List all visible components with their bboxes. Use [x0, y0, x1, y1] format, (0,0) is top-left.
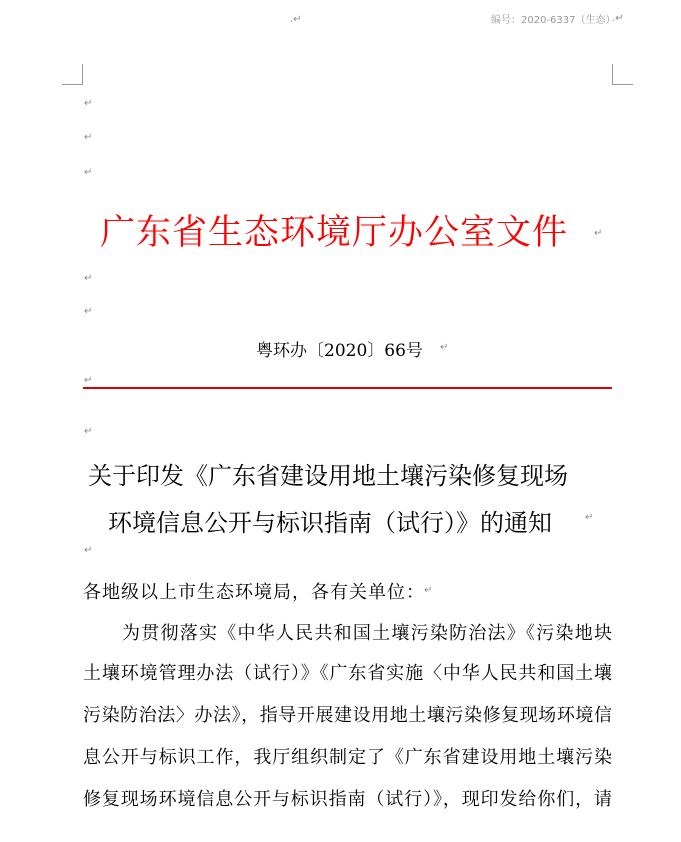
- margin-corner-right: [612, 64, 633, 85]
- header-right-mark: .↵: [612, 13, 624, 24]
- document-title: 广东省生态环境厅办公室文件: [100, 213, 569, 253]
- salutation: 各地级以上市生态环境局，各有关单位：: [83, 582, 425, 603]
- paragraph-mark-icon: ↵: [84, 306, 93, 317]
- paragraph-mark-icon: ↵: [84, 132, 93, 143]
- paragraph-mark-icon: ↵: [84, 273, 93, 284]
- document-number: 粤环办〔2020〕66号: [256, 341, 423, 361]
- paragraph-mark-icon: ↵: [84, 545, 93, 556]
- subject-line-2: 环境信息公开与标识指南（试行）》的通知: [108, 509, 552, 537]
- margin-corner-left: [62, 64, 83, 85]
- paragraph-mark-icon: ↵: [440, 342, 449, 353]
- paragraph-mark-icon: ↵: [84, 375, 93, 386]
- paragraph-mark-icon: ↵: [84, 98, 93, 109]
- body-line: 息公开与标识工作，我厅组织制定了《广东省建设用地土壤污染: [83, 747, 612, 768]
- body-line: 修复现场环境信息公开与标识指南（试行）》，现印发给你们，请: [83, 789, 612, 810]
- paragraph-mark-icon: ↵: [424, 585, 433, 596]
- paragraph-mark-icon: ↵: [84, 167, 93, 178]
- paragraph-mark-icon: ↵: [585, 512, 594, 523]
- body-line: 污染防治法〉办法》，指导开展建设用地土壤污染修复现场环境信: [83, 705, 612, 726]
- paragraph-mark-icon: ↵: [84, 426, 93, 437]
- header-left-mark: .↵: [290, 14, 302, 25]
- red-separator-rule: [83, 387, 612, 389]
- body-line: 为贯彻落实《中华人民共和国土壤污染防治法》《污染地块: [122, 623, 612, 644]
- subject-line-1: 关于印发《广东省建设用地土壤污染修复现场: [88, 462, 568, 490]
- body-line: 土壤环境管理办法（试行）》《广东省实施〈中华人民共和国土壤: [83, 663, 612, 684]
- serial-number: 编号：2020-6337（生态）: [491, 15, 616, 26]
- paragraph-mark-icon: ↵: [594, 228, 603, 239]
